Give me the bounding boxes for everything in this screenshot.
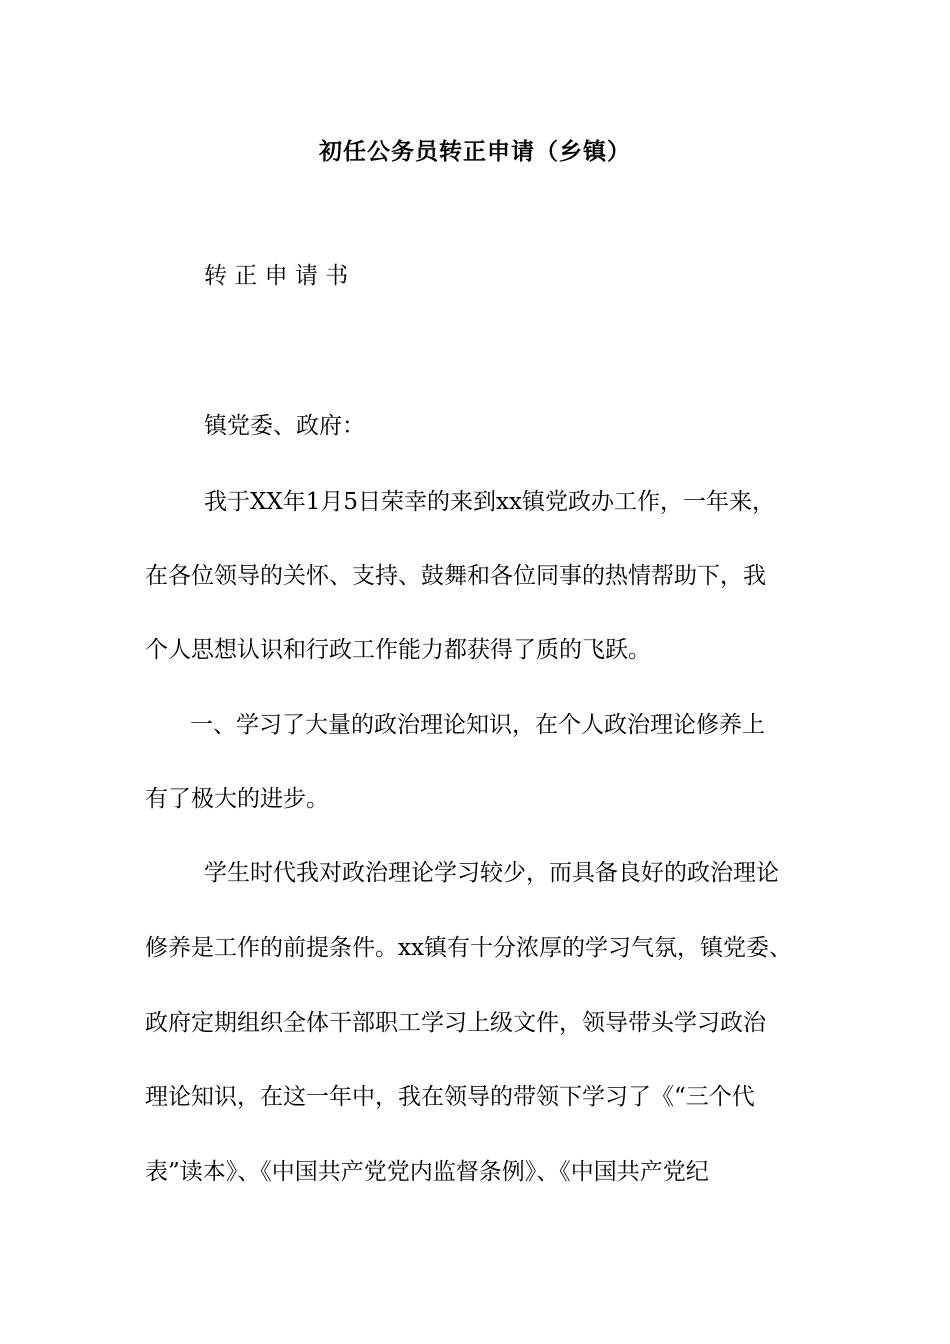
body-line: 修养是工作的前提条件。xx镇有十分浓厚的学习气氛，镇党委、 <box>145 935 792 961</box>
body-line: 表”读本》、《中国共产党党内监督条例》、《中国共产党纪 <box>145 1159 709 1185</box>
document-title: 初任公务员转正申请（乡镇） <box>319 138 631 165</box>
body-line: 学生时代我对政治理论学习较少，而具备良好的政治理论 <box>204 860 779 886</box>
body-line: 有了极大的进步。 <box>145 786 329 812</box>
body-line: 在各位领导的关怀、支持、鼓舞和各位同事的热情帮助下，我 <box>145 563 766 589</box>
body-line: 理论知识，在这一年中，我在领导的带领下学习了《“三个代 <box>145 1084 755 1110</box>
body-line: 一、学习了大量的政治理论知识，在个人政治理论修养上 <box>190 712 765 738</box>
body-line: 个人思想认识和行政工作能力都获得了质的飞跃。 <box>145 637 651 663</box>
body-line: 我于XX年1月5日荣幸的来到xx镇党政办工作，一年来， <box>204 489 775 515</box>
document-subtitle: 转 正 申 请 书 <box>204 263 349 289</box>
salutation: 镇党委、政府： <box>204 413 365 439</box>
body-line: 政府定期组织全体干部职工学习上级文件，领导带头学习政治 <box>145 1010 766 1036</box>
